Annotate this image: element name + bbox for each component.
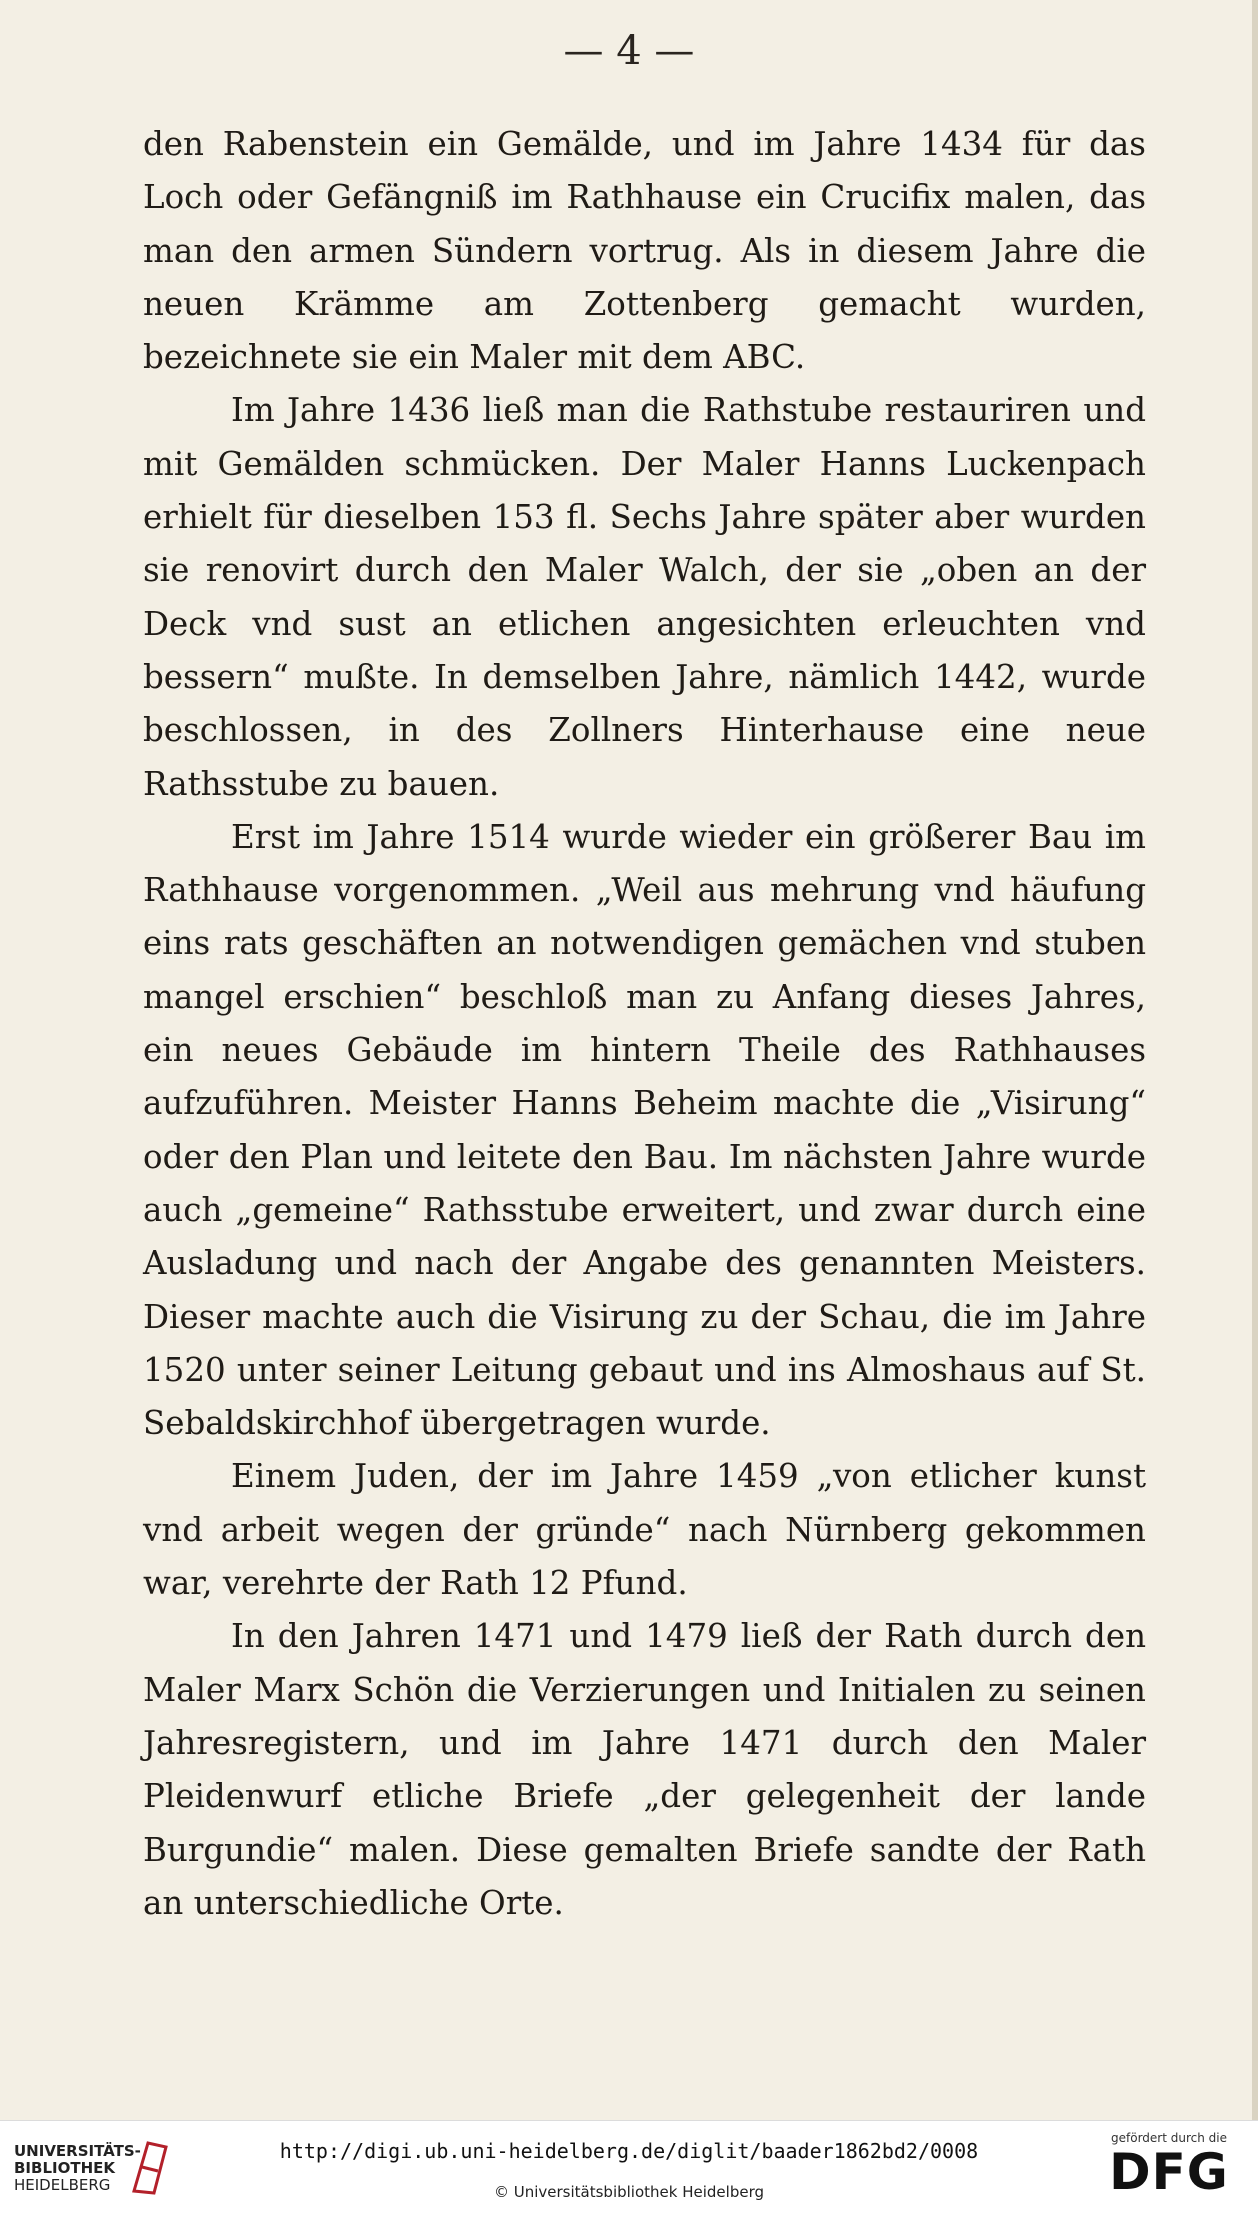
paragraph: Im Jahre 1436 ließ man die Rathstube restauriren und mit Gemälden schmücken. Der Maler Hanns Luckenpach erhielt für dieselben 153 fl. Sechs Jahre später aber wurden sie renovirt durch den Maler Walch, der sie „oben an der Deck vnd sust an etlichen angesichten erleuchten vnd bessern“ mußte. In demselben Jahre, nämlich 1442, wurde beschlossen, in des Zollners Hinterhause eine neue Rathsstube zu bauen. [143, 391, 1146, 803]
logo-line: BIBLIOTHEK [14, 2159, 115, 2177]
body-text [143, 118, 1146, 1930]
logo-line: HEIDELBERG [14, 2176, 111, 2194]
citation-link[interactable]: http://digi.ub.uni-heidelberg.de/diglit/baader1862bd2/0008 [279, 2139, 979, 2163]
sponsor-note: gefördert durch die [1111, 2131, 1227, 2145]
sponsor-name: DFG [1109, 2143, 1229, 2201]
dfg-logo[interactable] [1104, 2131, 1234, 2199]
paragraph: Erst im Jahre 1514 wurde wieder ein größerer Bau im Rathhause vorgenommen. „Weil aus mehrung vnd häufung eins rats geschäften an notwendigen gemächen vnd stuben mangel erschien“ beschloß man zu Anfang dieses Jahres, ein neues Gebäude im hintern Theile des Rathhauses aufzuführen. Meister Hanns Beheim machte die „Visirung“ oder den Plan und leitete den Bau. Im nächsten Jahre wurde auch „gemeine“ Rathsstube erweitert, und zwar durch eine Ausladung und nach der Angabe des genannten Meisters. Dieser machte auch die Visirung zu der Schau, die im Jahre 1520 unter seiner Leitung gebaut und ins Almoshaus auf St. Sebaldskirchhof übergetragen wurde. [143, 817, 1146, 1443]
paragraph: den Rabenstein ein Gemälde, und im Jahre 1434 für das Loch oder Gefängniß im Rathhause ein Crucifix malen, das man den armen Sündern vortrug. Als in diesem Jahre die neuen Krämme am Zottenberg gemacht wurden, bezeichnete sie ein Maler mit dem ABC. [143, 125, 1146, 377]
logo-line: UNIVERSITÄTS- [14, 2142, 141, 2160]
copyright-notice: © Universitätsbibliothek Heidelberg [493, 2183, 764, 2201]
paragraph: Einem Juden, der im Jahre 1459 „von etlicher kunst vnd arbeit wegen der gründe“ nach Nürnberg gekommen war, verehrte der Rath 12 Pfund. [143, 1457, 1146, 1603]
page-number: — 4 — [563, 28, 695, 74]
paragraph: In den Jahren 1471 und 1479 ließ der Rath durch den Maler Marx Schön die Verzierungen und Initialen zu seinen Jahresregistern, und im Jahre 1471 durch den Maler Pleidenwurf etliche Briefe „der gelegenheit der lande Burgundie“ malen. Diese gemalten Briefe sandte der Rath an unterschiedliche Orte. [143, 1617, 1146, 1922]
footer-bar [0, 2120, 1258, 2217]
